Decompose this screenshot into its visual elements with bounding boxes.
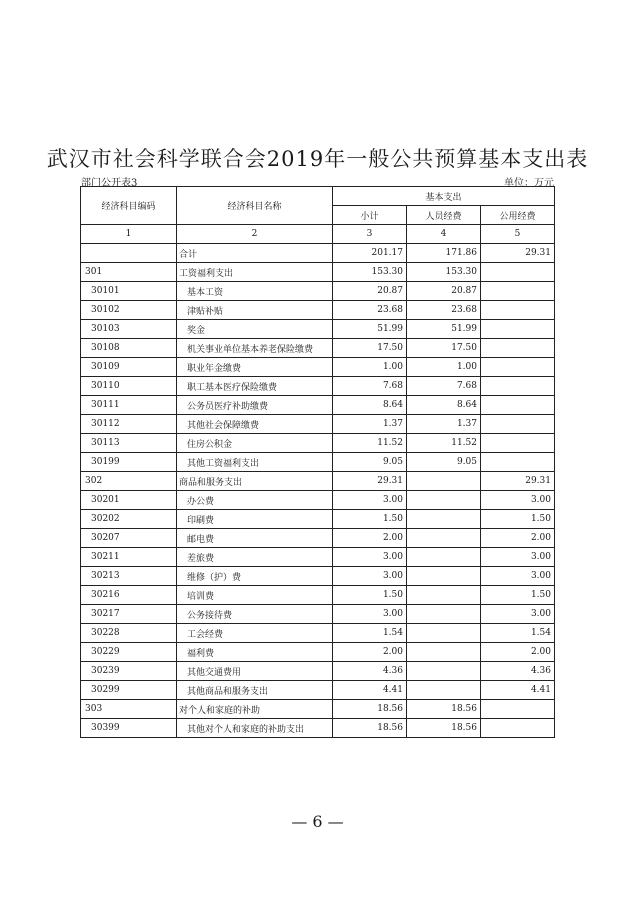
name-cell: 其他交通费用: [177, 662, 333, 681]
code-cell: 30239: [81, 662, 177, 681]
table-row: [81, 567, 555, 586]
table-row: [81, 244, 555, 263]
public-cell: [481, 453, 555, 472]
subtotal-cell: 29.31: [333, 472, 407, 491]
personnel-cell: 7.68: [407, 377, 481, 396]
name-cell: 工会经费: [177, 624, 333, 643]
table-number-label: 部门公开表3: [81, 178, 138, 189]
personnel-cell: 17.50: [407, 339, 481, 358]
subtotal-cell: 1.54: [333, 624, 407, 643]
personnel-cell: [407, 624, 481, 643]
subtotal-cell: 7.68: [333, 377, 407, 396]
personnel-cell: [407, 586, 481, 605]
public-cell: 1.50: [481, 510, 555, 529]
public-cell: 29.31: [481, 244, 555, 263]
code-cell: 30213: [81, 567, 177, 586]
public-cell: 29.31: [481, 472, 555, 491]
public-cell: [481, 415, 555, 434]
personnel-cell: 9.05: [407, 453, 481, 472]
name-cell: 奖金: [177, 320, 333, 339]
code-cell: 30103: [81, 320, 177, 339]
public-cell: [481, 719, 555, 738]
table-row: [81, 586, 555, 605]
personnel-cell: 171.86: [407, 244, 481, 263]
subtotal-cell: 17.50: [333, 339, 407, 358]
table-row: [81, 719, 555, 738]
index-row: [81, 225, 555, 244]
table-row: [81, 529, 555, 548]
subtotal-cell: 20.87: [333, 282, 407, 301]
index-cell: 2: [177, 225, 333, 244]
public-cell: [481, 434, 555, 453]
code-cell: [81, 244, 177, 263]
code-cell: 301: [81, 263, 177, 282]
header-name: 经济科目名称: [177, 187, 333, 225]
code-cell: 30199: [81, 453, 177, 472]
name-cell: 维修（护）费: [177, 567, 333, 586]
personnel-cell: [407, 567, 481, 586]
table-row: [81, 643, 555, 662]
personnel-cell: 153.30: [407, 263, 481, 282]
personnel-cell: 18.56: [407, 719, 481, 738]
subtotal-cell: 1.50: [333, 586, 407, 605]
code-cell: 30110: [81, 377, 177, 396]
subtotal-cell: 18.56: [333, 700, 407, 719]
subtotal-cell: 3.00: [333, 605, 407, 624]
code-cell: 30102: [81, 301, 177, 320]
code-cell: 302: [81, 472, 177, 491]
subtotal-cell: 18.56: [333, 719, 407, 738]
public-cell: [481, 396, 555, 415]
subtotal-cell: 153.30: [333, 263, 407, 282]
personnel-cell: 51.99: [407, 320, 481, 339]
table-row: [81, 510, 555, 529]
code-cell: 30109: [81, 358, 177, 377]
name-cell: 机关事业单位基本养老保险缴费: [177, 339, 333, 358]
table-row: [81, 624, 555, 643]
name-cell: 公务接待费: [177, 605, 333, 624]
table-row: [81, 415, 555, 434]
subtotal-cell: 201.17: [333, 244, 407, 263]
table-row: [81, 377, 555, 396]
name-cell: 办公费: [177, 491, 333, 510]
table-row: [81, 320, 555, 339]
budget-table: [80, 186, 555, 738]
name-cell: 基本工资: [177, 282, 333, 301]
code-cell: 30101: [81, 282, 177, 301]
personnel-cell: 11.52: [407, 434, 481, 453]
subtotal-cell: 4.36: [333, 662, 407, 681]
name-cell: 住房公积金: [177, 434, 333, 453]
name-cell: 工资福利支出: [177, 263, 333, 282]
name-cell: 其他对个人和家庭的补助支出: [177, 719, 333, 738]
name-cell: 其他商品和服务支出: [177, 681, 333, 700]
code-cell: 30201: [81, 491, 177, 510]
table-row: [81, 700, 555, 719]
name-cell: 合计: [177, 244, 333, 263]
personnel-cell: 18.56: [407, 700, 481, 719]
public-cell: [481, 377, 555, 396]
code-cell: 30228: [81, 624, 177, 643]
name-cell: 福利费: [177, 643, 333, 662]
code-cell: 30113: [81, 434, 177, 453]
header-subtotal: 小计: [333, 206, 407, 225]
personnel-cell: [407, 491, 481, 510]
name-cell: 印刷费: [177, 510, 333, 529]
personnel-cell: 8.64: [407, 396, 481, 415]
index-cell: 5: [481, 225, 555, 244]
name-cell: 邮电费: [177, 529, 333, 548]
table-row: [81, 472, 555, 491]
code-cell: 30112: [81, 415, 177, 434]
name-cell: 职工基本医疗保险缴费: [177, 377, 333, 396]
subtotal-cell: 2.00: [333, 529, 407, 548]
index-cell: 4: [407, 225, 481, 244]
header-code: 经济科目编码: [81, 187, 177, 225]
personnel-cell: [407, 548, 481, 567]
subtotal-cell: 3.00: [333, 491, 407, 510]
public-cell: 1.50: [481, 586, 555, 605]
table-row: [81, 282, 555, 301]
name-cell: 职业年金缴费: [177, 358, 333, 377]
public-cell: 3.00: [481, 548, 555, 567]
public-cell: [481, 263, 555, 282]
table-row: [81, 453, 555, 472]
public-cell: [481, 358, 555, 377]
table-row: [81, 434, 555, 453]
unit-label: 单位：万元: [504, 178, 554, 189]
code-cell: 30216: [81, 586, 177, 605]
public-cell: 1.54: [481, 624, 555, 643]
table-row: [81, 263, 555, 282]
table-row: [81, 396, 555, 415]
table-row: [81, 548, 555, 567]
code-cell: 30217: [81, 605, 177, 624]
name-cell: 差旅费: [177, 548, 333, 567]
subtotal-cell: 1.50: [333, 510, 407, 529]
public-cell: [481, 301, 555, 320]
public-cell: [481, 320, 555, 339]
name-cell: 其他工资福利支出: [177, 453, 333, 472]
table-row: [81, 358, 555, 377]
code-cell: 303: [81, 700, 177, 719]
public-cell: 4.36: [481, 662, 555, 681]
name-cell: 其他社会保障缴费: [177, 415, 333, 434]
personnel-cell: [407, 510, 481, 529]
personnel-cell: [407, 681, 481, 700]
table-body: [81, 244, 555, 738]
public-cell: 3.00: [481, 567, 555, 586]
subtotal-cell: 51.99: [333, 320, 407, 339]
personnel-cell: [407, 472, 481, 491]
header-public: 公用经费: [481, 206, 555, 225]
personnel-cell: [407, 529, 481, 548]
public-cell: [481, 282, 555, 301]
subtotal-cell: 1.00: [333, 358, 407, 377]
code-cell: 30207: [81, 529, 177, 548]
header-personnel: 人员经费: [407, 206, 481, 225]
code-cell: 30229: [81, 643, 177, 662]
subtotal-cell: 9.05: [333, 453, 407, 472]
subtotal-cell: 8.64: [333, 396, 407, 415]
personnel-cell: [407, 643, 481, 662]
public-cell: 3.00: [481, 491, 555, 510]
personnel-cell: 1.37: [407, 415, 481, 434]
table-row: [81, 605, 555, 624]
table-row: [81, 491, 555, 510]
code-cell: 30399: [81, 719, 177, 738]
header-row-1: [81, 187, 555, 206]
code-cell: 30111: [81, 396, 177, 415]
index-cell: 3: [333, 225, 407, 244]
public-cell: 2.00: [481, 643, 555, 662]
name-cell: 对个人和家庭的补助: [177, 700, 333, 719]
personnel-cell: 1.00: [407, 358, 481, 377]
public-cell: 4.41: [481, 681, 555, 700]
table-row: [81, 681, 555, 700]
personnel-cell: [407, 662, 481, 681]
subtotal-cell: 1.37: [333, 415, 407, 434]
code-cell: 30211: [81, 548, 177, 567]
name-cell: 公务员医疗补助缴费: [177, 396, 333, 415]
subtotal-cell: 11.52: [333, 434, 407, 453]
header-basic-expense: 基本支出: [333, 187, 555, 206]
code-cell: 30108: [81, 339, 177, 358]
subtotal-cell: 4.41: [333, 681, 407, 700]
subtotal-cell: 2.00: [333, 643, 407, 662]
document-title: 武汉市社会科学联合会2019年一般公共预算基本支出表: [46, 147, 589, 171]
table-row: [81, 662, 555, 681]
subtotal-cell: 3.00: [333, 567, 407, 586]
name-cell: 津贴补贴: [177, 301, 333, 320]
name-cell: 培训费: [177, 586, 333, 605]
public-cell: [481, 700, 555, 719]
personnel-cell: 23.68: [407, 301, 481, 320]
subtotal-cell: 23.68: [333, 301, 407, 320]
index-cell: 1: [81, 225, 177, 244]
public-cell: 3.00: [481, 605, 555, 624]
personnel-cell: 20.87: [407, 282, 481, 301]
personnel-cell: [407, 605, 481, 624]
table-row: [81, 301, 555, 320]
public-cell: 2.00: [481, 529, 555, 548]
table-row: [81, 339, 555, 358]
code-cell: 30299: [81, 681, 177, 700]
code-cell: 30202: [81, 510, 177, 529]
page-number: — 6 —: [291, 812, 344, 831]
subtotal-cell: 3.00: [333, 548, 407, 567]
public-cell: [481, 339, 555, 358]
name-cell: 商品和服务支出: [177, 472, 333, 491]
